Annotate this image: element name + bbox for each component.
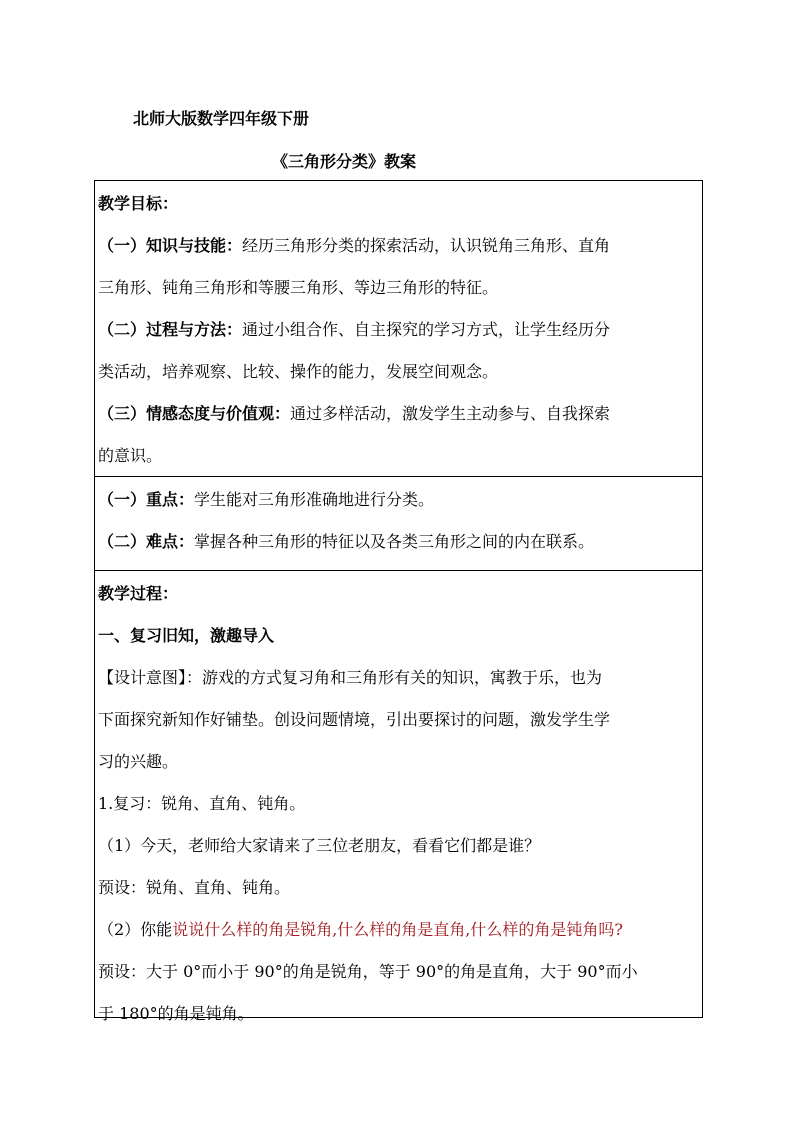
question-2-prefix: （2）你能 [98, 920, 173, 939]
question-2-highlight: 说说什么样的角是锐角,什么样的角是直角,什么样的角是钝角吗? [172, 920, 623, 939]
goal-process-line-2: 类活动，培养观察、比较、操作的能力，发展空间观念。 [98, 362, 499, 381]
answer-2-line-2: 于 180°的角是钝角。 [98, 1004, 254, 1023]
goal-process-label: （二）过程与方法： [98, 320, 243, 339]
process-heading: 教学过程： [98, 584, 179, 603]
design-intent-line-1 [98, 657, 699, 699]
goal-attitude-line-1 [98, 393, 699, 435]
goals-heading: 教学目标： [98, 194, 179, 213]
design-intent-label: 【设计意图】 [98, 668, 187, 687]
teaching-process-cell [95, 570, 702, 1023]
document-subtitle: 北师大版数学四年级下册 [133, 109, 310, 128]
difficult-point-label: （二）难点： [98, 532, 195, 551]
goal-attitude-text: 通过多样活动，激发学生主动参与、自我探索 [290, 404, 611, 423]
difficult-point-text: 掌握各种三角形的特征以及各类三角形之间的内在联系。 [194, 532, 595, 551]
design-intent-line-3: 习的兴趣。 [98, 752, 179, 771]
answer-2-line-1: 预设：大于 0°而小于 90°的角是锐角，等于 90°的角是直角，大于 90°而小 [98, 962, 638, 981]
key-points-cell [95, 476, 702, 570]
answer-1-line: 预设：锐角、直角、钝角。 [98, 878, 291, 897]
goal-process-line-1 [98, 309, 699, 351]
question-1-line: （1）今天，老师给大家请来了三位老朋友，看看它们都是谁？ [98, 836, 541, 855]
design-intent-text: ：游戏的方式复习角和三角形有关的知识，寓教于乐，也为 [186, 668, 603, 687]
goal-process-text: 通过小组合作、自主探究的学习方式，让学生经历分 [242, 320, 611, 339]
key-point-label: （一）重点： [98, 490, 195, 509]
teaching-goals-cell [95, 183, 702, 476]
key-point-line [98, 479, 699, 521]
key-point-text: 学生能对三角形准确地进行分类。 [194, 490, 435, 509]
goal-knowledge-line-1 [98, 225, 699, 267]
design-intent-line-2: 下面探究新知作好铺垫。创设问题情境，引出要探讨的问题，激发学生学 [98, 710, 611, 729]
goal-attitude-line-2: 的意识。 [98, 446, 163, 465]
question-2-line [98, 909, 699, 951]
goal-knowledge-line-2: 三角形、钝角三角形和等腰三角形、等边三角形的特征。 [98, 278, 499, 297]
review-line: 1.复习：锐角、直角、钝角。 [98, 794, 306, 813]
lesson-plan-table [94, 180, 703, 1023]
document-title: 《三角形分类》教案 [272, 152, 417, 171]
difficult-point-line [98, 521, 699, 563]
goal-attitude-label: （三）情感态度与价值观： [98, 404, 291, 423]
section-1-heading: 一、复习旧知，激趣导入 [98, 626, 275, 645]
goal-knowledge-label: （一）知识与技能： [98, 236, 243, 255]
goal-knowledge-text: 经历三角形分类的探索活动，认识锐角三角形、直角 [242, 236, 611, 255]
